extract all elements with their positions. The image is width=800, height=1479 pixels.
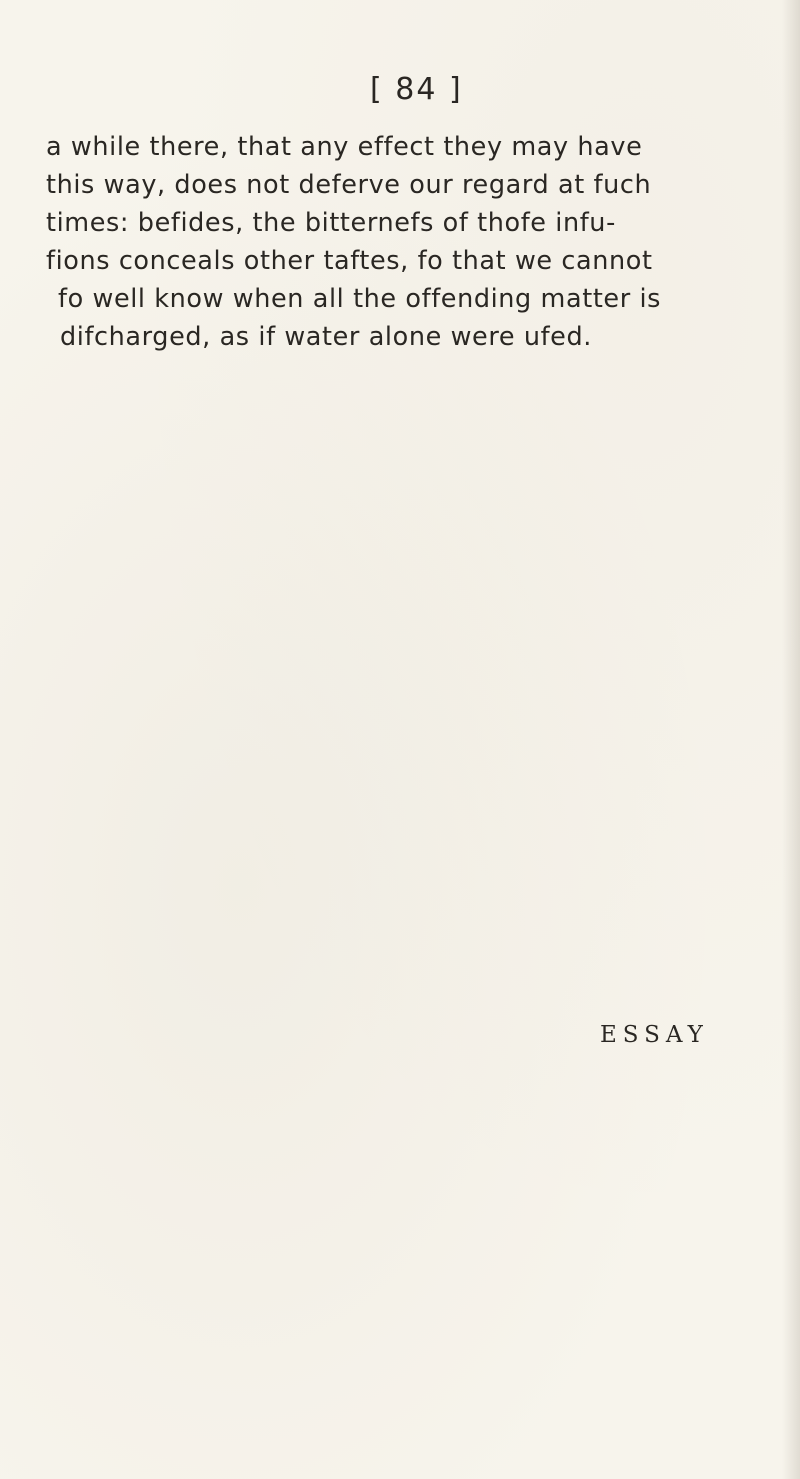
text-line: fions conceals other taftes, fo that we cannot <box>46 246 653 276</box>
page-edge-shadow <box>782 0 800 1479</box>
text-line: difcharged, as if water alone were ufed. <box>60 322 592 352</box>
text-line: this way, does not deferve our regard at fuch <box>46 170 652 200</box>
catchword: ESSAY <box>600 1022 709 1048</box>
text-line: a while there, that any effect they may have <box>46 132 643 162</box>
body-text <box>46 128 766 356</box>
text-line: fo well know when all the offending matter is <box>58 284 662 314</box>
page-number: [ 84 ] <box>370 72 463 107</box>
text-line: times: befides, the bitternefs of thofe infu- <box>46 208 616 238</box>
